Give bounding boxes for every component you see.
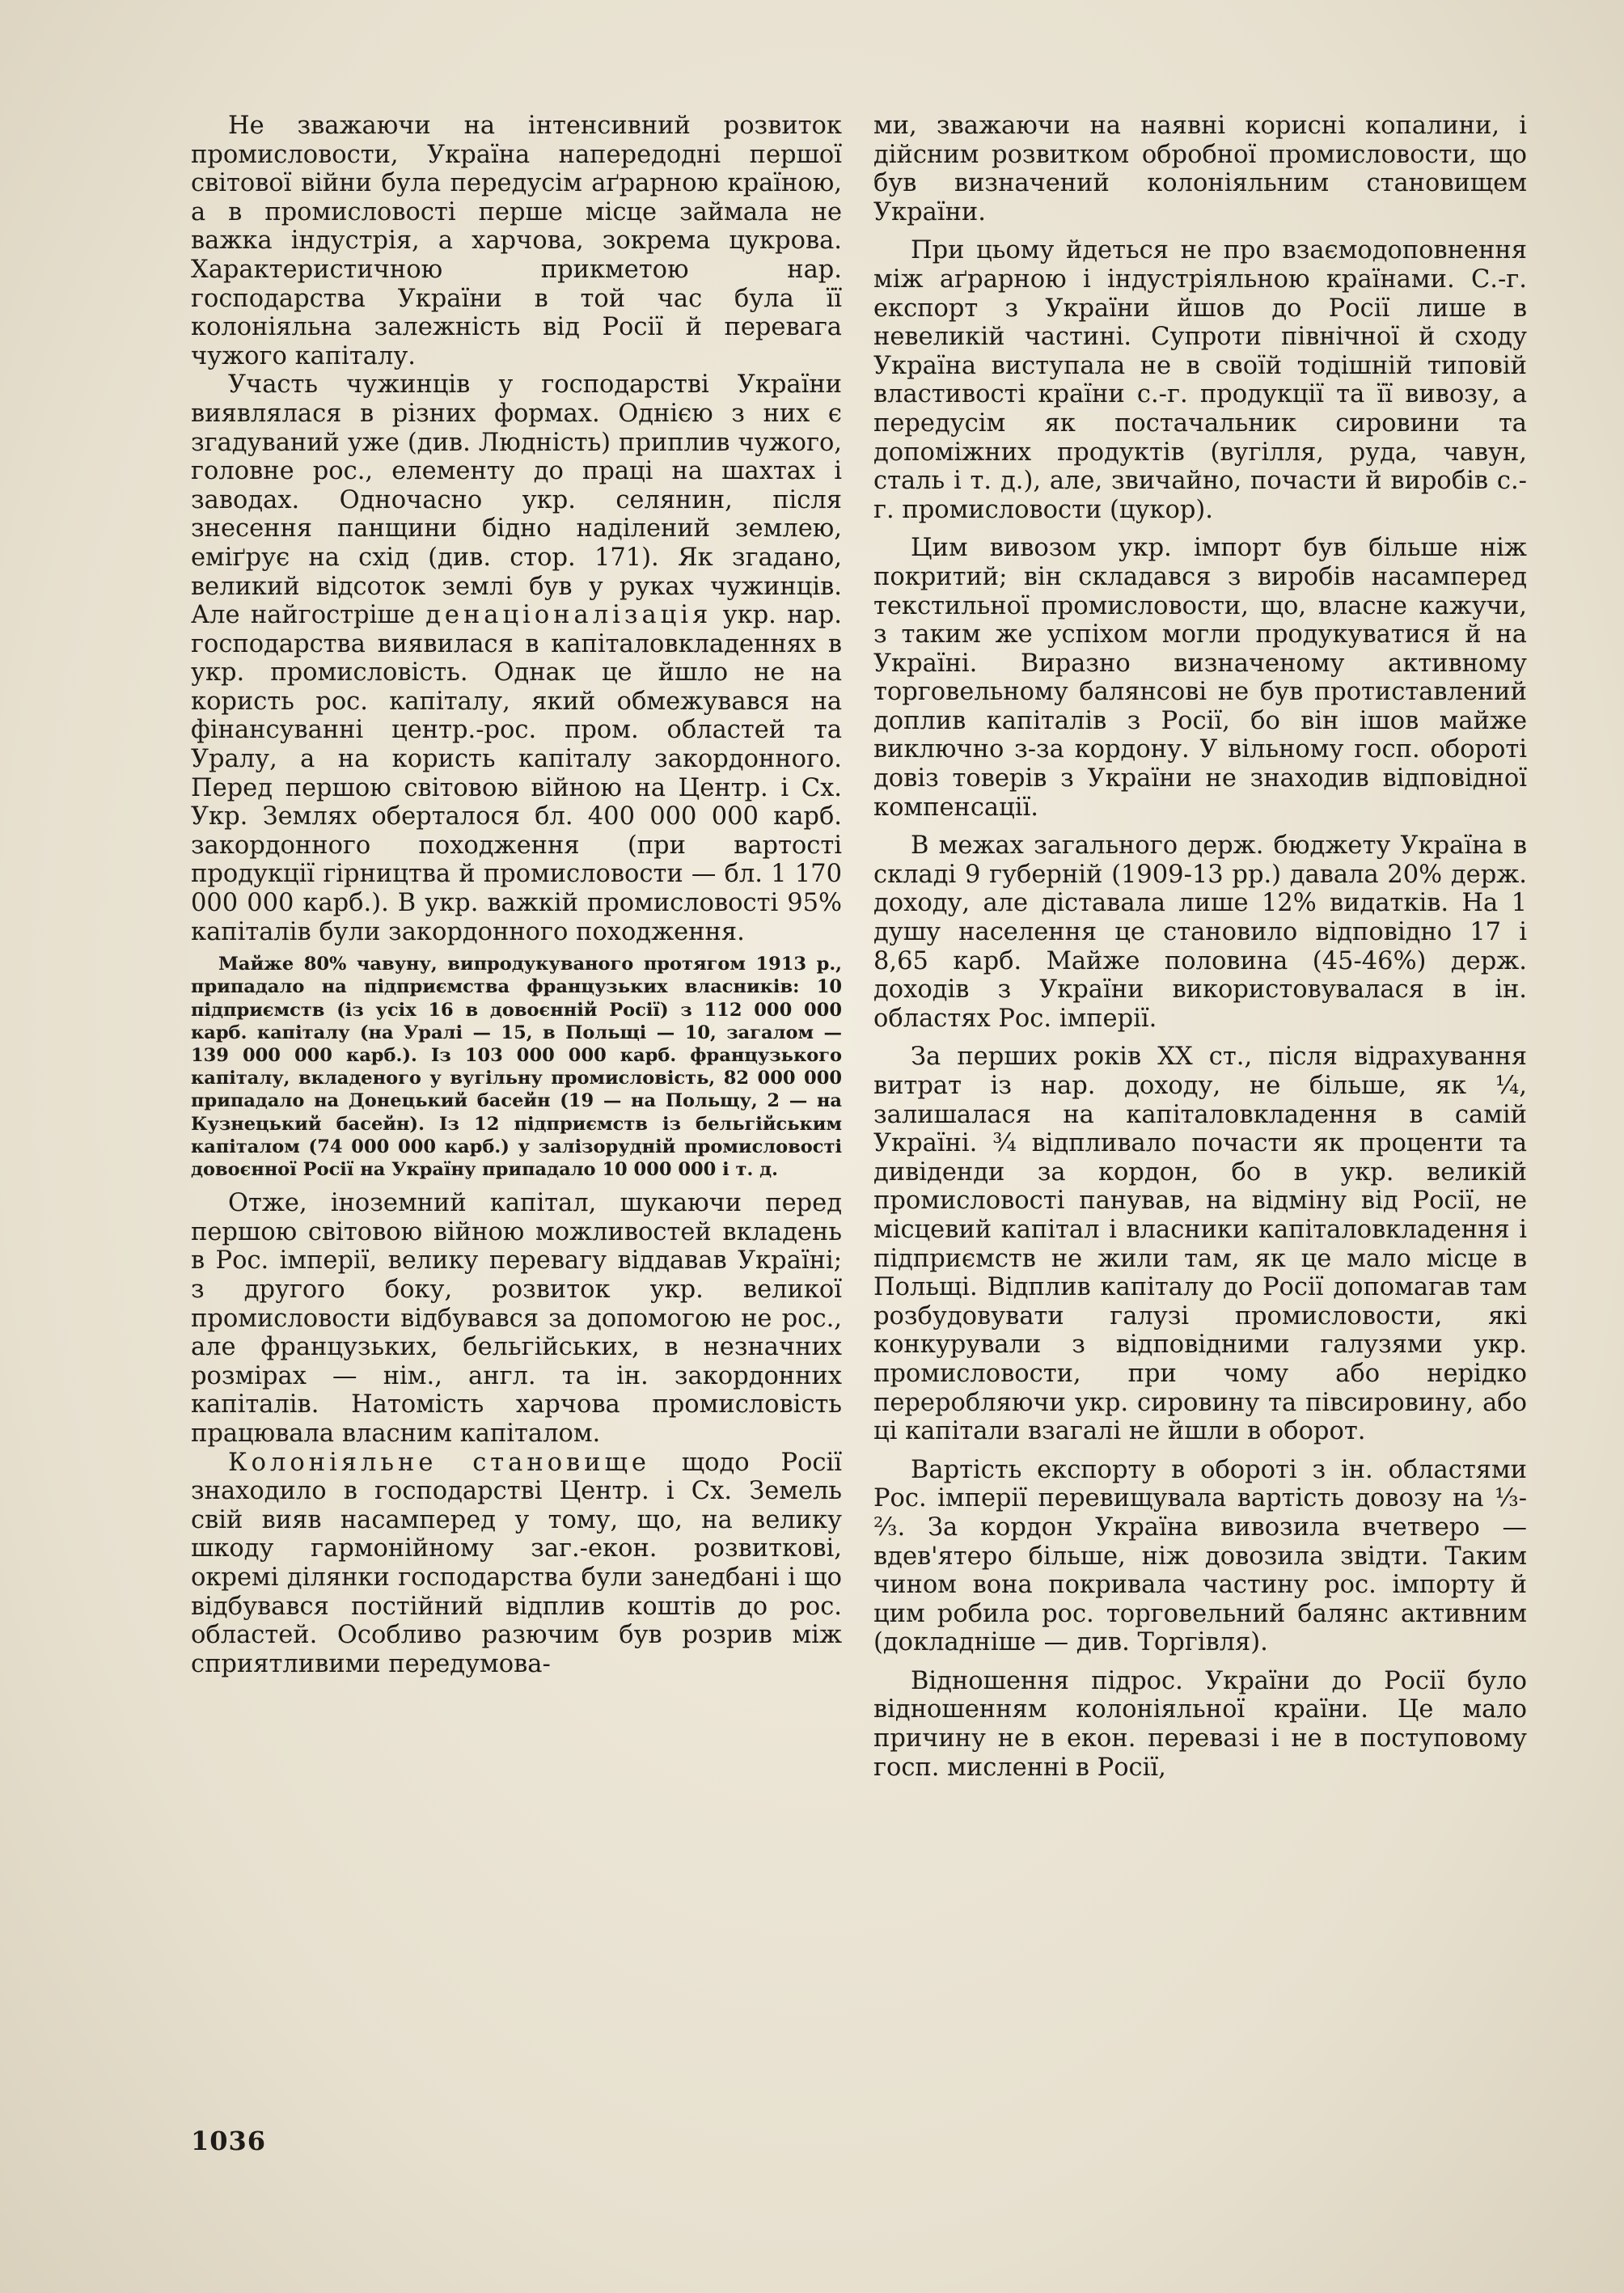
paragraph: В межах загального держ. бюджету Україна в складі 9 губерній (1909-13 рр.) давала 20% держ. доходу, але діставала лише 12% видатків. На 1 душу населення це становило відповідно 17 і 8,65 карб. Майже половина (45-46%) держ. доходів з України використовувалася в ін. областях Рос. імперії. <box>873 831 1527 1033</box>
paragraph <box>191 370 842 946</box>
paragraph: Не зважаючи на інтенсивний розвиток промисловости, Україна напередодні першої світової війни була передусім аґрарною країною, а в промисловості перше місце займала не важка індустрія, а харчова, зокрема цукрова. Характеристичною прикметою нар. господарства України в той час була її колоніяльна залежність від Росії й перевага чужого капіталу. <box>191 112 842 370</box>
footnote-block: Майже 80% чавуну, випродукуваного протягом 1913 р., припадало на підприємства французьких власників: 10 підприємств (із усіх 16 в довоєнній Росії) з 112 000 000 карб. капіталу (на Уралі — 15, в Польщі — 10, загалом — 139 000 000 карб.). Із 103 000 000 карб. французького капіталу, вкладеного у вугільну промисловість, 82 000 000 припадало на Донецький басейн (19 — на Польщу, 2 — на Кузнецький басейн). Із 12 підприємств із бельгійським капіталом (74 000 000 карб.) у залізорудній промисловості довоєнної Росії на Україну припадало 10 000 000 і т. д. <box>191 954 842 1181</box>
paragraph: ми, зважаючи на наявні корисні копалини, і дійсним розвитком обробної промисловости, що був визначений колоніяльним становищем України. <box>873 112 1527 226</box>
emphasized-term: денаціоналізація <box>425 601 713 630</box>
text-run: укр. нар. господарства виявилася в капіталовкладеннях в укр. промисловість. Однак це йшло не на користь рос. капіталу, який обмежувався на фінансуванні центр.-рос. пром. областей та Уралу, а на користь капіталу закордонного. Перед першою світовою війною на Центр. і Сх. Укр. Землях оберталося бл. 400 000 000 карб. закордонного походження (при вартості продукції гірництва й промисловости — бл. 1 170 000 000 карб.). В укр. важкій промисловості 95% капіталів були закордонного походження. <box>191 601 842 946</box>
paragraph <box>191 1449 842 1679</box>
text-run: щодо Росії знаходило в господарстві Центр. і Сх. Земель свій вияв насамперед у тому, що, на велику шкоду гармонійному заг.-екон. розвиткові, окремі ділянки господарства були занедбані і що відбувався постійний відплив коштів до рос. областей. Особливо разючим був розрив між сприятливими передумова- <box>191 1448 842 1678</box>
paragraph: При цьому йдеться не про взаємодоповнення між аґрарною і індустріяльною країнами. С.-г. експорт з України йшов до Росії лише в невеликій частині. Супроти північної й сходу Україна виступала не в своїй тодішній типовій властивості країни с.-г. продукції та її вивозу, а передусім як постачальник сировини та допоміжних продуктів (вугілля, руда, чавун, сталь і т. д.), але, звичайно, почасти й виробів с.-г. промисловости (цукор). <box>873 236 1527 524</box>
text-run: Участь чужинців у господарстві України виявлялася в різних формах. Однією з них є згадуваний уже (див. Людність) приплив чужого, головне рос., елементу до праці на шахтах і заводах. Одночасно укр. селянин, після знесення панщини бідно наділений землею, еміґрує на схід (див. стор. 171). Як згадано, великий відсоток землі був у руках чужинців. Але найгостріше <box>191 370 842 630</box>
paragraph: За перших років XX ст., після відрахування витрат із нар. доходу, не більше, як ¼, залишалася на капіталовкладення в самій Україні. ¾ відпливало почасти як проценти та дивіденди за кордон, бо в укр. великій промисловості панував, на відміну від Росії, не місцевий капітал і власники капіталовкладення і підприємств не жили там, як це мало місце в Польщі. Відплив капіталу до Росії допомагав там розбудовувати галузі промисловости, які конкурували з відповідними галузями укр. промисловости, при чому або нерідко переробляючи укр. сировину та півсировину, або ці капітали взагалі не йшли в оборот. <box>873 1043 1527 1446</box>
right-column <box>873 112 1527 1782</box>
paragraph: Цим вивозом укр. імпорт був більше ніж покритий; він складався з виробів насамперед текстильної промисловости, що, власне кажучи, з таким же успіхом могли продукуватися й на Україні. Виразно визначеному активному торговельному балянсові не був протиставлений доплив капіталів з Росії, бо він ішов майже виключно з-за кордону. У вільному госп. обороті довіз товерів з України не знаходив відповідної компенсації. <box>873 534 1527 822</box>
paragraph: Вартість експорту в обороті з ін. областями Рос. імперії перевищувала вартість довозу на ⅓-⅔. За кордон Україна вивозила вчетверо — вдев'ятеро більше, ніж довозила звідти. Таким чином вона покривала частину рос. імпорту й цим робила рос. торговельний балянс активним (докладніше — див. Торгівля). <box>873 1455 1527 1657</box>
emphasized-term: Колоніяльне становище <box>228 1448 650 1477</box>
page-number: 1036 <box>191 2126 267 2156</box>
paragraph: Відношення підрос. України до Росії було відношенням колоніяльної країни. Це мало причину не в екон. перевазі і не в поступовому госп. мисленні в Росії, <box>873 1666 1527 1782</box>
left-column <box>191 112 842 1678</box>
paragraph: Отже, іноземний капітал, шукаючи перед першою світовою війною можливостей вкладень в Рос. імперії, велику перевагу віддавав Україні; з другого боку, розвиток укр. великої промисловости відбувався за допомогою не рос., але французьких, бельгійських, в незначних розмірах — нім., англ. та ін. закордонних капіталів. Натомість харчова промисловість працювала власним капіталом. <box>191 1189 842 1448</box>
